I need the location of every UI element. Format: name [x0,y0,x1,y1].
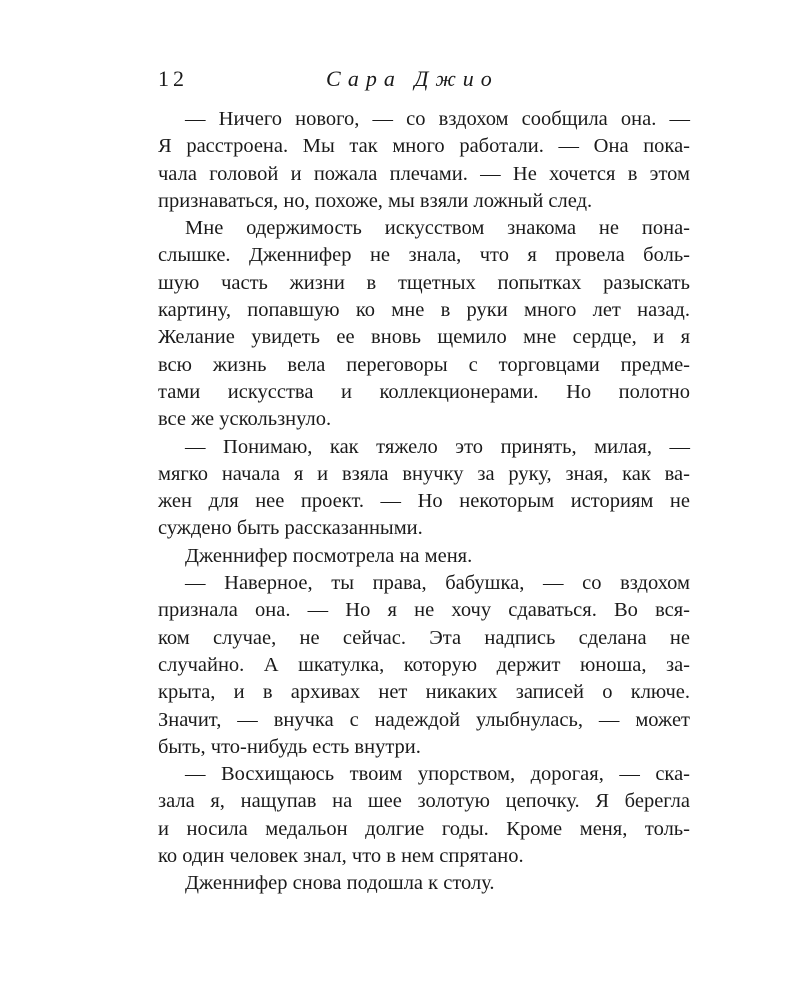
text-line: ко один человек знал, что в нем спрятано. [158,845,524,868]
text-line: — Наверное, ты права, бабушка, — со вздохом [185,572,690,595]
text-line: признаваться, но, похоже, мы взяли ложный след. [158,189,593,212]
author-name: Сара Джио [326,66,499,91]
text-line: случайно. А шкатулка, которую держит юноша, за- [158,653,690,676]
text-line: и носила медальон долгие годы. Кроме меня, толь- [158,817,690,840]
text-line: Дженнифер снова подошла к столу. [185,872,495,895]
text-line: всю жизнь вела переговоры с торговцами предме- [158,353,690,376]
book-page [158,62,690,898]
text-line: Желание увидеть ее вновь щемило мне сердце, и я [158,326,690,349]
text-line: тами искусства и коллекционерами. Но полотно [158,380,690,403]
text-line: Мне одержимость искусством знакома не пона- [185,217,690,240]
text-line: Значит, — внучка с надеждой улыбнулась, — может [158,708,690,731]
text-line: ком случае, не сейчас. Эта надпись сделана не [158,626,690,649]
text-line: — Понимаю, как тяжело это принять, милая, — [185,435,690,458]
text-line: все же ускользнуло. [158,408,332,431]
text-line: картину, попавшую ко мне в руки много лет назад. [158,299,690,322]
text-line: — Восхищаюсь твоим упорством, дорогая, — ска- [185,763,690,786]
page-number: 12 [158,66,188,91]
text-line: крыта, и в архивах нет никаких записей о ключе. [158,681,690,704]
text-line: суждено быть рассказанными. [158,517,423,540]
body-text [158,106,690,898]
text-line: шую часть жизни в тщетных попытках разыскать [158,271,690,294]
text-line: жен для нее проект. — Но некоторым историям не [158,490,690,513]
text-line: чала головой и пожала плечами. — Не хочется в этом [158,162,690,185]
text-line: Я расстроена. Мы так много работали. — Она пока- [158,135,690,158]
text-line: зала я, нащупав на шее золотую цепочку. Я берегла [158,790,690,813]
running-head [158,62,690,96]
text-line: быть, что-нибудь есть внутри. [158,735,421,758]
text-line: мягко начала я и взяла внучку за руку, зная, как ва- [158,462,690,485]
text-line: слышке. Дженнифер не знала, что я провела боль- [158,244,690,267]
text-line: Дженнифер посмотрела на меня. [185,544,473,567]
text-line: признала она. — Но я не хочу сдаваться. Во вся- [158,599,690,622]
text-line: — Ничего нового, — со вздохом сообщила она. — [185,108,690,130]
